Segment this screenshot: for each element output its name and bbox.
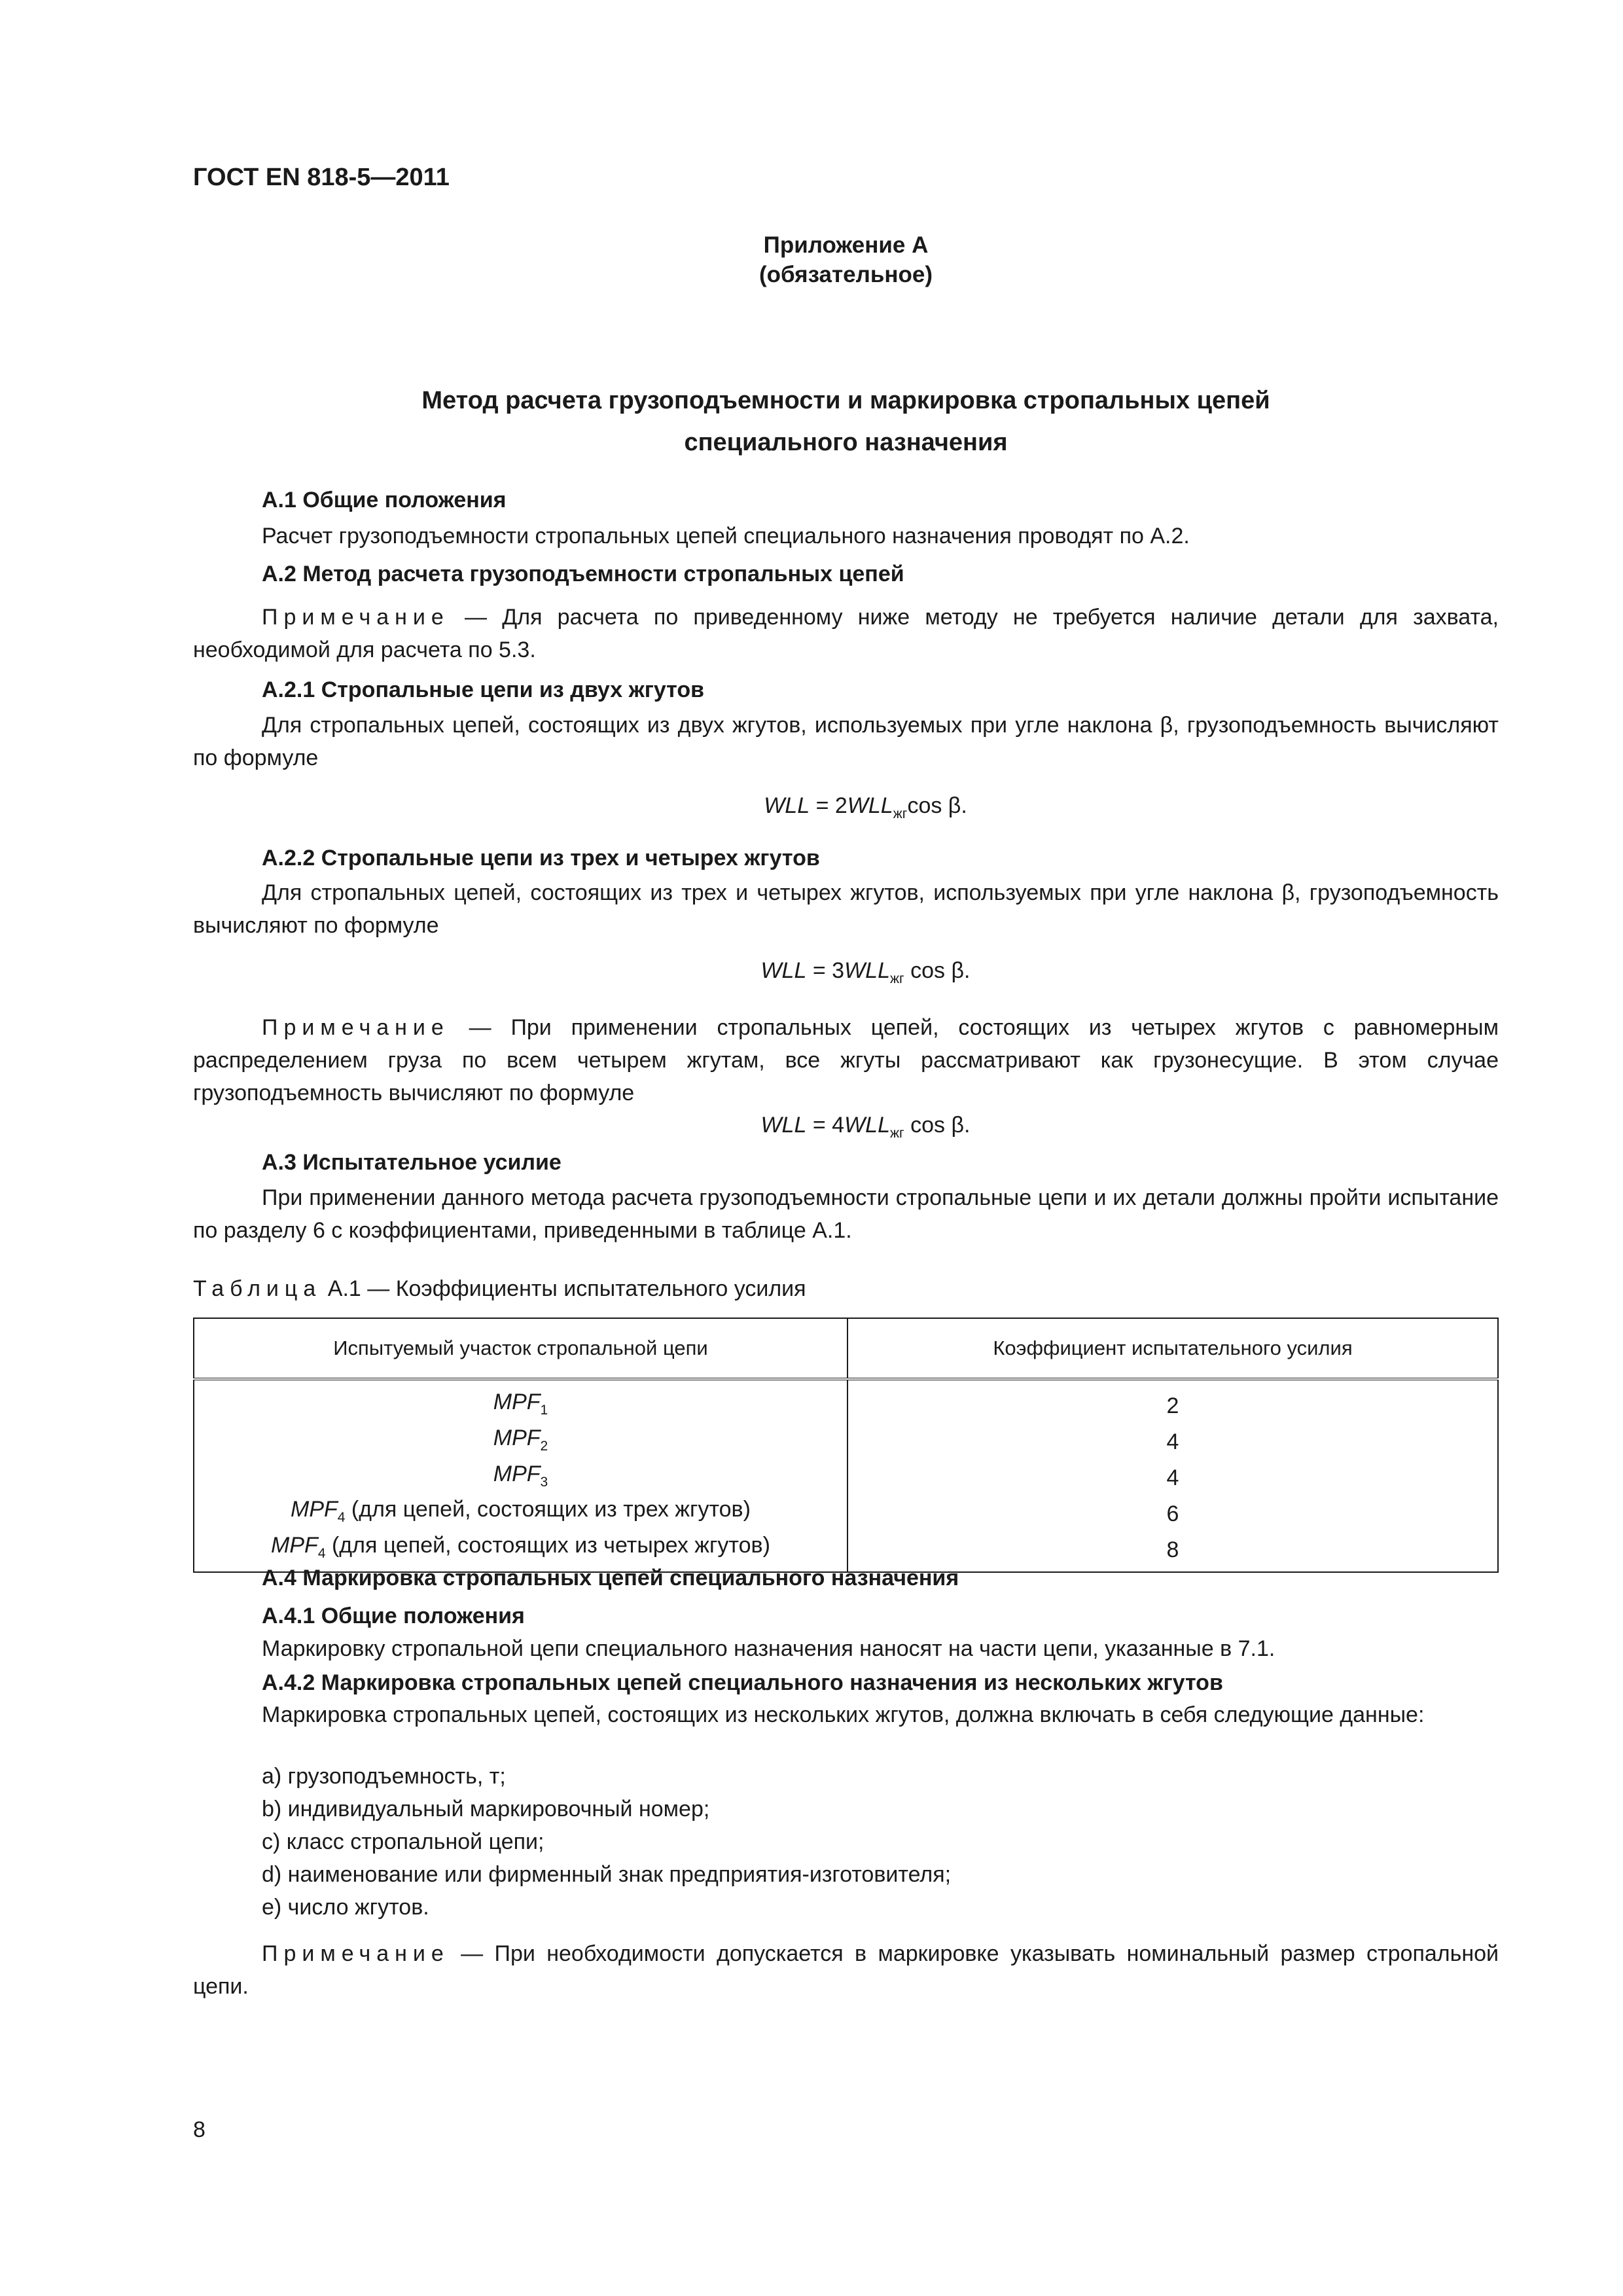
formula-lhs: WLL [760,958,807,983]
formula-var: WLL [847,793,893,818]
section-a22-heading: А.2.2 Стропальные цепи из трех и четырех жгутов [262,846,820,870]
section-a21-text: Для стропальных цепей, состоящих из двух жгутов, используемых при угле наклона β, грузоподъемность вычисляют по формуле [193,713,1499,770]
section-a42-note [193,1937,1499,2003]
list-item: d) наименование или фирменный знак предприятия-изготовителя; [262,1862,952,1887]
section-a3-heading: А.3 Испытательное усилие [262,1150,562,1175]
section-a42-heading: А.4.2 Маркировка стропальных цепей специального назначения из нескольких жгутов [262,1670,1223,1695]
table-cell-section: $MPF_4$ (для цепей, состоящих из трех жгутов) [194,1496,847,1532]
table-header-cell: Коэффициент испытательного усилия [847,1318,1498,1379]
note-text: — При применении стропальных цепей, состоящих из четырех жгутов с равномерным распределением груза по всем четырем жгутам, все жгуты рассматривают как грузонесущие. В этом случае грузоподъемность вычисляют по формуле [193,1015,1499,1105]
formula-lhs: WLL [764,793,810,818]
formula-eq: = 4 [806,1113,845,1138]
formula-eq: = 2 [810,793,847,818]
formula-tail: cos β. [907,793,967,818]
section-a41-text: Маркировку стропальной цепи специального назначения наносят на части цепи, указанные в 7.1. [262,1636,1275,1661]
formula-sub: жг [889,1125,904,1141]
formula-tail: cos β. [904,1113,971,1138]
section-a21-heading: А.2.1 Стропальные цепи из двух жгутов [262,677,705,702]
list-item: a) грузоподъемность, т; [262,1764,506,1789]
section-a2-heading: А.2 Метод расчета грузоподъемности стропальных цепей [262,562,904,586]
section-a3-text: При применении данного метода расчета грузоподъемности стропальные цепи и их детали должны пройти испытание по разделу 6 с коэффициентами, приведенными в таблице А.1. [193,1185,1499,1243]
formula-lhs: WLL [760,1113,807,1138]
section-a22-text: Для стропальных цепей, состоящих из трех и четырех жгутов, используемых при угле наклона β, грузоподъемность вычисляют по формуле [193,880,1499,938]
title-line-1: Метод расчета грузоподъемности и маркировка стропальных цепей [421,387,1270,414]
table-cell-coefficient: 4 [847,1424,1498,1460]
table-header-cell: Испытуемый участок стропальной цепи [194,1318,847,1379]
table-row [194,1379,1498,1424]
table-cell-section: $MPF_4$ (для цепей, состоящих из четырех жгутов) [194,1532,847,1572]
title-line-2: специального назначения [684,429,1008,456]
note-label: Примечание [262,1941,450,1966]
section-a41-heading: А.4.1 Общие положения [262,1604,525,1628]
table-caption [193,1276,806,1302]
document-page [193,0,1499,2296]
annex-status: (обязательное) [758,262,933,287]
table-cell-section: $MPF_2$ [194,1424,847,1460]
table-cell-coefficient: 8 [847,1532,1498,1572]
section-a22-note [193,1011,1499,1109]
section-a1-text: Расчет грузоподъемности стропальных цепей специального назначения проводят по А.2. [262,524,1190,548]
coefficients-table [193,1318,1499,1573]
table-cell-coefficient: 6 [847,1496,1498,1532]
formula-sub: жг [893,806,908,821]
section-a2-note [193,601,1499,666]
page-number: 8 [193,2117,205,2142]
note-label: Примечание [262,605,450,630]
document-title [193,380,1499,463]
formula-var: WLL [844,1113,890,1138]
table-caption-label: Таблица [193,1276,322,1301]
list-item: c) класс стропальной цепи; [262,1829,544,1854]
section-a42-text: Маркировка стропальных цепей, состоящих из нескольких жгутов, должна включать в себя следующие данные: [262,1702,1425,1727]
standard-code: ГОСТ EN 818-5—2011 [193,164,450,191]
table-cell-coefficient: 4 [847,1460,1498,1496]
table-cell-section: $MPF_3$ [194,1460,847,1496]
list-item: b) индивидуальный маркировочный номер; [262,1797,710,1821]
note-text: — Для расчета по приведенному ниже методу не требуется наличие детали для захвата, необходимой для расчета по 5.3. [193,605,1499,662]
table-cell-section: $MPF_1$ [194,1379,847,1424]
formula-two-legs [193,793,1499,822]
table-cell-coefficient: 2 [847,1379,1498,1424]
table-caption-text: А.1 — Коэффициенты испытательного усилия [327,1276,806,1301]
section-a1-heading: А.1 Общие положения [262,488,507,512]
section-a4-heading: А.4 Маркировка стропальных цепей специального назначения [262,1566,959,1590]
table-header-row [194,1318,1498,1379]
table-row [194,1460,1498,1496]
table-row [194,1424,1498,1460]
note-text: — При необходимости допускается в маркировке указывать номинальный размер стропальной цепи. [193,1941,1499,1999]
formula-sub: жг [889,971,904,986]
formula-three-four-legs [193,958,1499,987]
formula-eq: = 3 [806,958,845,983]
list-item: e) число жгутов. [262,1895,429,1920]
formula-var: WLL [844,958,890,983]
note-label: Примечание [262,1015,450,1040]
table-row [194,1496,1498,1532]
formula-tail: cos β. [904,958,971,983]
annex-name: Приложение А [763,232,929,258]
formula-four-legs [193,1113,1499,1141]
